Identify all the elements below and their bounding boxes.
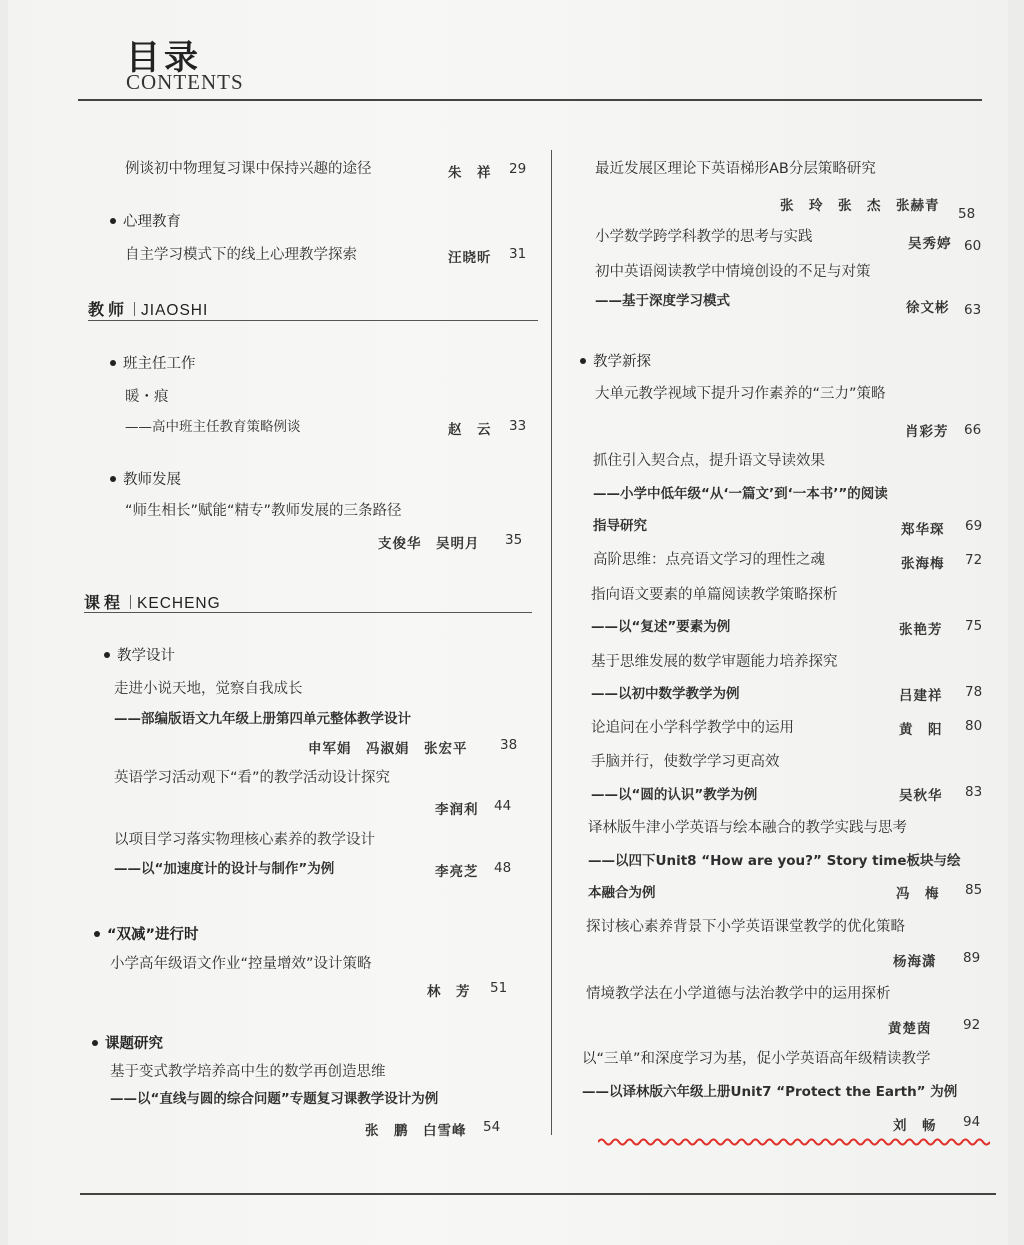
entry-title: 情境教学法在小学道德与法治教学中的运用探析	[586, 986, 891, 1002]
entry-title: 最近发展区理论下英语梯形AB分层策略研究	[595, 161, 876, 177]
entry-title: 走进小说天地，觉察自我成长	[114, 681, 303, 697]
category-heading	[92, 1032, 163, 1053]
section-heading-jiaoshi	[88, 297, 208, 320]
entry-subtitle: ——以四下Unit8 “How are you?” Story time板块与绘	[588, 853, 961, 869]
entry-author: 杨海潇	[893, 954, 937, 970]
entry-title: 初中英语阅读教学中情境创设的不足与对策	[595, 264, 871, 280]
entry-author: 申军娟 冯淑娟 张宏平	[308, 741, 468, 757]
entry-title: 指向语文要素的单篇阅读教学策略探析	[591, 587, 838, 603]
entry-page: 92	[963, 1017, 981, 1033]
entry-author: 黄 阳	[899, 722, 943, 738]
section-en: JIAOSHI	[141, 302, 209, 319]
section-rule	[84, 612, 532, 613]
entry-subtitle: ——以“复述”要素为例	[591, 619, 731, 635]
entry-title: 英语学习活动观下“看”的教学活动设计探究	[114, 770, 391, 786]
entry-page: 94	[963, 1114, 981, 1130]
entry-page: 58	[958, 206, 976, 222]
category-heading	[110, 468, 181, 489]
entry-page: 80	[965, 718, 983, 734]
entry-page: 29	[509, 161, 527, 177]
entry-title: 以“三单”和深度学习为基，促小学英语高年级精读教学	[582, 1051, 931, 1067]
entry-author: 赵 云	[448, 422, 492, 438]
entry-author: 徐文彬	[906, 300, 950, 316]
bullet-icon	[92, 1040, 98, 1046]
toc-page	[8, 0, 1008, 1245]
entry-author: 张 玲 张 杰 张赫青	[780, 198, 940, 214]
entry-author: 李亮芝	[435, 864, 479, 880]
footer-rule	[80, 1193, 996, 1195]
category-heading	[94, 923, 199, 944]
entry-title: “师生相长”赋能“精专”教师发展的三条路径	[125, 503, 402, 519]
entry-subtitle: ——部编版语文九年级上册第四单元整体教学设计	[114, 711, 411, 727]
section-rule	[88, 320, 538, 321]
bullet-icon	[110, 476, 116, 482]
entry-author: 张海梅	[901, 556, 945, 572]
category-label: 课题研究	[105, 1036, 163, 1052]
entry-page: 72	[965, 552, 983, 568]
entry-page: 35	[505, 532, 523, 548]
entry-page: 54	[483, 1119, 501, 1135]
entry-page: 48	[494, 860, 512, 876]
entry-page: 83	[965, 784, 983, 800]
entry-title: 探讨核心素养背景下小学英语课堂教学的优化策略	[586, 919, 905, 935]
section-en: KECHENG	[137, 595, 221, 612]
category-heading	[580, 350, 651, 371]
category-label: 教师发展	[123, 472, 181, 488]
entry-page: 75	[965, 618, 983, 634]
entry-subtitle: ——小学中低年级“从‘一篇文’到‘一本书’”的阅读	[593, 486, 888, 502]
bullet-icon	[110, 360, 116, 366]
entry-subtitle: ——以“加速度计的设计与制作”为例	[114, 861, 335, 877]
entry-author: 李润利	[435, 802, 479, 818]
category-label: 教学新探	[593, 354, 651, 370]
entry-subtitle: ——高中班主任教育策略例谈	[125, 419, 301, 435]
entry-title: 手脑并行，使数学学习更高效	[591, 754, 780, 770]
section-divider	[134, 302, 135, 316]
entry-subtitle: ——基于深度学习模式	[595, 293, 730, 309]
category-heading	[110, 210, 181, 231]
category-label: 班主任工作	[123, 356, 196, 372]
entry-page: 51	[490, 980, 508, 996]
entry-title: 例谈初中物理复习课中保持兴趣的途径	[125, 161, 372, 177]
entry-author: 吴秀婷	[908, 236, 952, 252]
entry-author: 吕建祥	[899, 688, 943, 704]
entry-page: 63	[964, 302, 982, 318]
entry-author: 刘 畅	[893, 1118, 937, 1134]
section-zh: 教师	[88, 300, 129, 319]
entry-subtitle-cont: 本融合为例	[588, 885, 656, 901]
entry-subtitle: ——以“圆的认识”教学为例	[591, 787, 758, 803]
entry-title: 高阶思维：点亮语文学习的理性之魂	[593, 552, 825, 568]
entry-page: 78	[965, 684, 983, 700]
entry-title: 基于变式教学培养高中生的数学再创造思维	[110, 1064, 386, 1080]
section-heading-kecheng	[84, 590, 221, 613]
entry-author: 肖彩芳	[905, 424, 949, 440]
entry-title: 译林版牛津小学英语与绘本融合的教学实践与思考	[588, 820, 907, 836]
entry-author: 郑华琛	[901, 522, 945, 538]
entry-title: 自主学习模式下的线上心理教学探索	[125, 247, 357, 263]
entry-title: 大单元教学视域下提升习作素养的“三力”策略	[595, 386, 886, 402]
category-heading	[110, 352, 196, 373]
red-wavy-underline	[598, 1134, 990, 1150]
page-subtitle: CONTENTS	[126, 70, 244, 94]
entry-title: 以项目学习落实物理核心素养的教学设计	[114, 832, 375, 848]
column-divider	[551, 150, 552, 1135]
entry-subtitle-cont: 指导研究	[593, 518, 647, 534]
entry-title: 基于思维发展的数学审题能力培养探究	[591, 654, 838, 670]
bullet-icon	[110, 218, 116, 224]
bullet-icon	[580, 358, 586, 364]
entry-author: 张艳芳	[899, 622, 943, 638]
bullet-icon	[104, 652, 110, 658]
category-label: 心理教育	[123, 214, 181, 230]
entry-author: 汪晓昕	[448, 250, 492, 266]
entry-author: 林 芳	[427, 984, 471, 1000]
entry-page: 60	[964, 238, 982, 254]
entry-title: 小学数学跨学科教学的思考与实践	[595, 229, 813, 245]
entry-page: 38	[500, 737, 518, 753]
category-label: “双减”进行时	[107, 927, 199, 943]
entry-title: 论追问在小学科学教学中的运用	[591, 720, 794, 736]
entry-page: 44	[494, 798, 512, 814]
entry-page: 31	[509, 246, 527, 262]
entry-page: 66	[964, 422, 982, 438]
category-heading	[104, 644, 175, 665]
entry-page: 33	[509, 418, 527, 434]
section-zh: 课程	[84, 593, 125, 612]
category-label: 教学设计	[117, 648, 175, 664]
page-title: 目录	[126, 38, 202, 78]
entry-subtitle: ——以初中数学教学为例	[591, 686, 740, 702]
entry-title: 小学高年级语文作业“控量增效”设计策略	[110, 956, 372, 972]
entry-author: 支俊华 吴明月	[378, 536, 480, 552]
header-rule	[78, 99, 982, 101]
entry-page: 85	[965, 882, 983, 898]
entry-author: 朱 祥	[448, 165, 492, 181]
entry-author: 张 鹏 白雪峰	[365, 1123, 467, 1139]
entry-title: 暖・痕	[125, 389, 169, 405]
entry-author: 冯 梅	[896, 886, 940, 902]
entry-title: 抓住引入契合点，提升语文导读效果	[593, 453, 825, 469]
entry-page: 69	[965, 518, 983, 534]
section-divider	[130, 595, 131, 609]
entry-page: 89	[963, 950, 981, 966]
entry-author: 吴秋华	[899, 788, 943, 804]
entry-subtitle: ——以“直线与圆的综合问题”专题复习课教学设计为例	[110, 1091, 439, 1107]
entry-subtitle: ——以译林版六年级上册Unit7 “Protect the Earth” 为例	[582, 1084, 958, 1100]
entry-author: 黄楚茵	[888, 1021, 932, 1037]
bullet-icon	[94, 931, 100, 937]
